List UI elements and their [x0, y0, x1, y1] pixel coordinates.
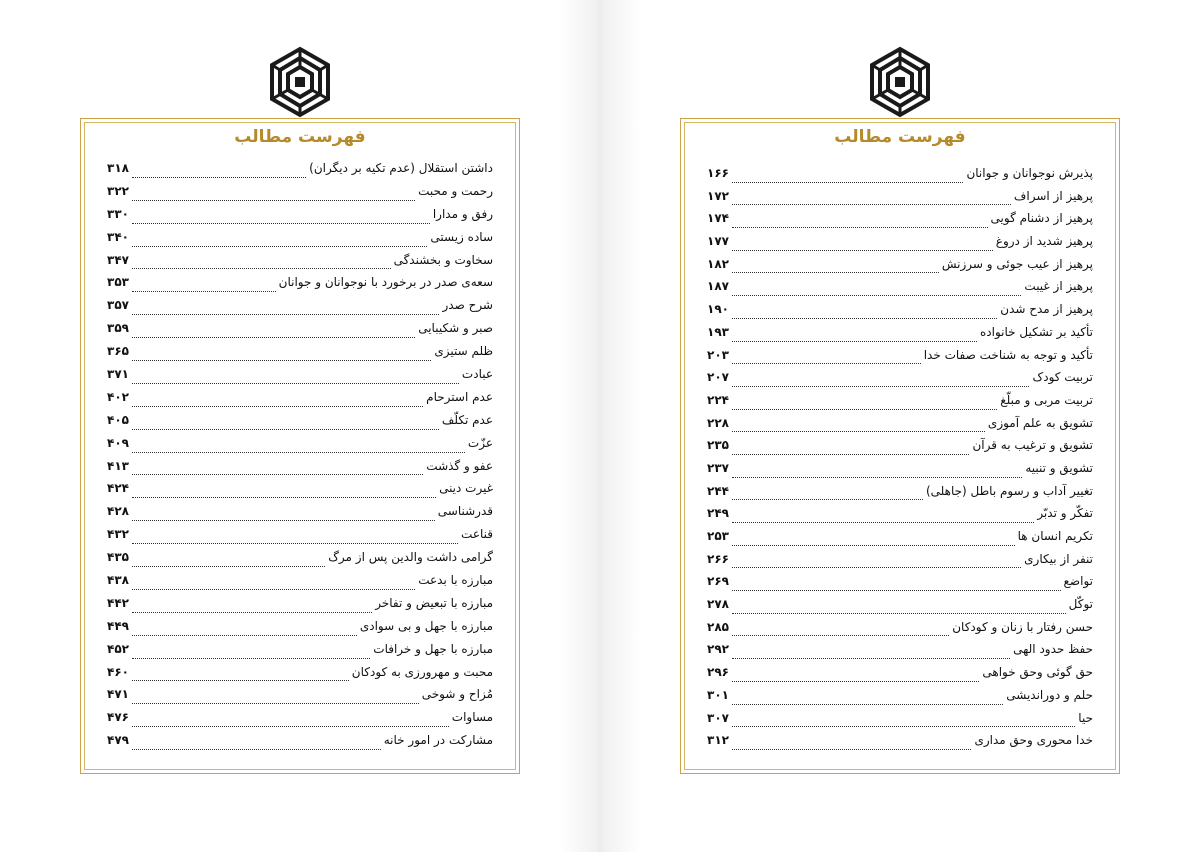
toc-leader-dots: [132, 291, 276, 292]
toc-entry[interactable]: [707, 665, 1093, 688]
toc-entry-page-number: ۱۸۷: [707, 279, 729, 294]
toc-entry[interactable]: [107, 161, 493, 184]
toc-entry-title: تفکّر و تدبّر: [1037, 506, 1093, 521]
toc-entry[interactable]: [107, 230, 493, 253]
toc-entry[interactable]: [707, 279, 1093, 302]
toc-leader-dots: [132, 635, 357, 636]
toc-leader-dots: [132, 223, 430, 224]
toc-entry-title: پذیرش نوجوانان و جوانان: [966, 166, 1093, 180]
toc-leader-dots: [732, 590, 1061, 591]
toc-entry-page-number: ۲۲۸: [707, 415, 729, 430]
toc-entry-page-number: ۴۵۲: [107, 641, 129, 656]
toc-entry-page-number: ۳۵۷: [107, 298, 129, 313]
toc-entry[interactable]: [707, 393, 1093, 416]
toc-entry-page-number: ۳۲۲: [107, 183, 129, 198]
toc-leader-dots: [132, 452, 465, 453]
toc-entry-title: تشویق و تنبیه: [1025, 460, 1093, 475]
toc-leader-dots: [132, 497, 436, 498]
toc-entry-page-number: ۲۰۳: [707, 347, 729, 362]
toc-entry-title: پرهیز از مدح شدن: [1000, 302, 1093, 317]
toc-leader-dots: [132, 520, 435, 521]
toc-entry[interactable]: [107, 504, 493, 527]
toc-leader-dots: [732, 681, 979, 682]
toc-leader-dots: [732, 295, 1021, 296]
toc-entry-page-number: ۳۵۳: [107, 275, 129, 290]
toc-entry-title: پرهیز از دشنام گویی: [990, 211, 1093, 226]
toc-entry-page-number: ۲۳۵: [707, 438, 729, 453]
toc-entry[interactable]: [707, 302, 1093, 325]
toc-entry-page-number: ۲۵۳: [707, 529, 729, 543]
toc-entry-page-number: ۲۹۲: [707, 642, 729, 657]
toc-entry[interactable]: [707, 688, 1093, 711]
toc-entry[interactable]: [107, 619, 493, 642]
toc-entry-page-number: ۴۷۱: [107, 687, 129, 702]
toc-entry-title: پرهیز از غیبت: [1024, 279, 1093, 294]
toc-entry-page-number: ۴۶۰: [107, 664, 129, 679]
toc-entry[interactable]: [107, 665, 493, 688]
toc-list: [107, 161, 493, 756]
toc-heading: فهرست مطالب: [234, 127, 366, 147]
toc-entry-title: مبارزه با بدعت: [418, 573, 493, 588]
toc-leader-dots: [732, 477, 1022, 478]
toc-leader-dots: [132, 703, 419, 704]
toc-entry-page-number: ۲۳۷: [707, 460, 729, 475]
toc-entry-page-number: ۲۷۸: [707, 597, 729, 612]
toc-leader-dots: [132, 612, 372, 613]
toc-leader-dots: [732, 658, 1010, 659]
toc-entry-page-number: ۲۹۶: [707, 665, 729, 680]
toc-entry-title: مبارزه با جهل و خرافات: [373, 641, 493, 656]
toc-entry-page-number: ۴۳۸: [107, 573, 129, 588]
toc-leader-dots: [132, 246, 427, 247]
toc-entry-page-number: ۱۹۳: [707, 324, 729, 339]
toc-entry-page-number: ۴۲۸: [107, 504, 129, 519]
toc-leader-dots: [732, 409, 997, 410]
toc-entry[interactable]: [707, 642, 1093, 665]
toc-entry-page-number: ۳۶۵: [107, 344, 129, 359]
toc-frame: [80, 118, 520, 774]
toc-entry[interactable]: [707, 325, 1093, 348]
toc-entry-title: پرهیز از اسراف: [1013, 188, 1093, 203]
toc-entry[interactable]: [707, 348, 1093, 371]
toc-leader-dots: [132, 658, 370, 659]
toc-entry-title: پرهیز شدید از دروغ: [995, 234, 1093, 249]
toc-entry-title: مشارکت در امور خانه: [383, 733, 493, 748]
toc-entry-page-number: ۳۱۸: [107, 161, 129, 175]
toc-leader-dots: [732, 386, 1030, 387]
toc-entry-title: مبارزه با تبعیض و تفاخر: [375, 595, 493, 610]
toc-heading: فهرست مطالب: [834, 127, 966, 147]
toc-entry-title: تکریم انسان ها: [1017, 529, 1093, 543]
toc-frame: [680, 118, 1120, 774]
toc-leader-dots: [732, 227, 988, 228]
toc-entry-title: داشتن استقلال (عدم تکیه بر دیگران): [309, 161, 493, 175]
toc-entry-page-number: ۱۷۷: [707, 234, 729, 249]
toc-entry[interactable]: [107, 642, 493, 665]
toc-entry-page-number: ۴۰۲: [107, 389, 129, 404]
toc-entry[interactable]: [107, 344, 493, 367]
toc-entry-page-number: ۴۴۲: [107, 595, 129, 610]
toc-entry[interactable]: [107, 275, 493, 298]
toc-entry-title: عبادت: [461, 367, 493, 382]
toc-entry[interactable]: [707, 166, 1093, 189]
toc-entry-page-number: ۴۷۶: [107, 710, 129, 725]
toc-leader-dots: [132, 314, 439, 315]
toc-entry-title: تنفر از بیکاری: [1024, 551, 1093, 566]
toc-entry[interactable]: [707, 416, 1093, 439]
toc-entry[interactable]: [707, 211, 1093, 234]
toc-entry[interactable]: [707, 574, 1093, 597]
toc-leader-dots: [132, 680, 349, 681]
toc-leader-dots: [732, 454, 969, 455]
toc-entry-title: پرهیز از عیب جوئی و سرزنش: [941, 256, 1093, 271]
toc-entry-page-number: ۲۲۴: [707, 392, 729, 407]
toc-entry-page-number: ۴۳۲: [107, 527, 129, 542]
toc-leader-dots: [132, 589, 415, 590]
toc-entry[interactable]: [707, 234, 1093, 257]
toc-entry-page-number: ۱۹۰: [707, 302, 729, 317]
toc-entry-title: رحمت و محبت: [418, 183, 493, 198]
toc-entry-title: عدم تکلّف: [441, 412, 493, 427]
toc-entry-title: گرامی داشت والدین پس از مرگ: [328, 550, 493, 565]
toc-entry[interactable]: [107, 573, 493, 596]
toc-entry-title: تشویق و ترغیب به قرآن: [972, 438, 1093, 453]
toc-leader-dots: [732, 204, 1011, 205]
toc-entry-title: تربیت کودک: [1032, 370, 1093, 385]
toc-entry-title: سخاوت و بخشندگی: [393, 252, 493, 267]
toc-entry[interactable]: [707, 438, 1093, 461]
toc-entry[interactable]: [107, 596, 493, 619]
toc-entry[interactable]: [707, 257, 1093, 280]
toc-entry-title: سعه‌ی صدر در برخورد با نوجوانان و جوانان: [278, 275, 493, 290]
toc-entry-page-number: ۴۴۹: [107, 618, 129, 633]
toc-entry-title: مبارزه با جهل و بی سوادی: [359, 618, 493, 633]
toc-entry[interactable]: [107, 207, 493, 230]
toc-entry-page-number: ۴۷۹: [107, 733, 129, 748]
toc-entry-title: عدم استرحام: [426, 389, 493, 404]
toc-entry[interactable]: [707, 529, 1093, 552]
toc-leader-dots: [132, 543, 458, 544]
toc-entry-page-number: ۳۱۲: [707, 733, 729, 748]
toc-entry[interactable]: [707, 711, 1093, 734]
calligraphy-emblem-icon: [864, 46, 936, 118]
toc-entry-title: قدرشناسی: [437, 504, 493, 519]
toc-entry-page-number: ۱۷۴: [707, 211, 729, 226]
toc-leader-dots: [132, 566, 325, 567]
toc-leader-dots: [732, 431, 985, 432]
toc-entry-title: تأکید و توجه به شناخت صفات خدا: [923, 347, 1093, 362]
toc-entry-page-number: ۱۶۶: [707, 166, 729, 180]
toc-leader-dots: [732, 341, 977, 342]
toc-leader-dots: [732, 272, 939, 273]
toc-entry-title: تغییر آداب و رسوم باطل (جاهلی): [925, 483, 1093, 498]
toc-leader-dots: [132, 429, 439, 430]
toc-leader-dots: [732, 749, 971, 750]
toc-entry-title: غیرت دینی: [439, 481, 493, 496]
toc-entry[interactable]: [107, 253, 493, 276]
toc-leader-dots: [132, 383, 459, 384]
toc-entry[interactable]: [107, 733, 493, 756]
toc-entry-page-number: ۳۰۱: [707, 687, 729, 702]
toc-entry-page-number: ۴۰۹: [107, 435, 129, 450]
toc-entry[interactable]: [707, 189, 1093, 212]
toc-entry[interactable]: [707, 552, 1093, 575]
toc-entry-title: حیا: [1078, 710, 1093, 725]
toc-entry-page-number: ۲۴۴: [707, 483, 729, 498]
toc-entry[interactable]: [107, 321, 493, 344]
toc-leader-dots: [732, 545, 1015, 546]
toc-entry-page-number: ۴۱۳: [107, 458, 129, 473]
toc-leader-dots: [732, 635, 949, 636]
toc-entry-page-number: ۴۲۴: [107, 481, 129, 496]
toc-leader-dots: [132, 200, 415, 201]
toc-entry-title: شرح صدر: [442, 298, 493, 313]
toc-entry[interactable]: [707, 620, 1093, 643]
toc-leader-dots: [132, 749, 381, 750]
toc-entry-page-number: ۴۰۵: [107, 412, 129, 427]
toc-entry-page-number: ۲۰۷: [707, 370, 729, 385]
toc-entry[interactable]: [107, 459, 493, 482]
toc-entry-title: حفظ حدود الهی: [1013, 642, 1093, 657]
toc-leader-dots: [732, 704, 1003, 705]
toc-entry[interactable]: [107, 481, 493, 504]
toc-entry-title: صبر و شکیبایی: [418, 321, 493, 336]
toc-leader-dots: [732, 613, 1066, 614]
toc-leader-dots: [132, 474, 423, 475]
toc-entry-title: حق گوئی وحق خواهی: [982, 665, 1093, 680]
toc-entry-title: عفو و گذشت: [426, 458, 493, 473]
toc-leader-dots: [732, 250, 993, 251]
toc-entry[interactable]: [107, 184, 493, 207]
toc-entry-title: مساوات: [451, 710, 493, 725]
toc-entry-page-number: ۴۳۵: [107, 550, 129, 565]
toc-entry-page-number: ۳۷۱: [107, 367, 129, 382]
toc-leader-dots: [732, 182, 963, 183]
toc-entry[interactable]: [707, 370, 1093, 393]
toc-entry-title: تربیت مربی و مبلّغ: [1000, 392, 1093, 407]
toc-entry[interactable]: [107, 298, 493, 321]
toc-leader-dots: [132, 406, 423, 407]
toc-entry-title: محبت و مهرورزی به کودکان: [351, 664, 493, 679]
toc-entry-page-number: ۱۸۲: [707, 256, 729, 271]
toc-leader-dots: [132, 726, 449, 727]
toc-entry-title: خدا محوری وحق مداری: [974, 733, 1093, 748]
toc-entry-page-number: ۲۶۹: [707, 574, 729, 589]
toc-entry[interactable]: [107, 390, 493, 413]
toc-entry[interactable]: [107, 367, 493, 390]
toc-entry-page-number: ۲۶۶: [707, 551, 729, 566]
toc-leader-dots: [732, 567, 1021, 568]
toc-entry[interactable]: [707, 484, 1093, 507]
calligraphy-emblem-icon: [264, 46, 336, 118]
toc-entry-title: حلم و دوراندیشی: [1006, 687, 1093, 702]
toc-entry-page-number: ۱۷۲: [707, 188, 729, 203]
toc-entry-title: توکّل: [1068, 597, 1093, 612]
toc-entry[interactable]: [107, 413, 493, 436]
toc-list: [707, 166, 1093, 756]
toc-entry[interactable]: [707, 733, 1093, 756]
toc-entry[interactable]: [707, 506, 1093, 529]
toc-entry-title: تشویق به علم آموزی: [987, 415, 1093, 430]
toc-entry-page-number: ۲۴۹: [707, 506, 729, 521]
toc-entry-page-number: ۳۳۰: [107, 206, 129, 221]
toc-entry-title: رفق و مدارا: [432, 206, 493, 221]
toc-leader-dots: [732, 318, 997, 319]
toc-leader-dots: [732, 363, 921, 364]
toc-entry[interactable]: [107, 436, 493, 459]
toc-entry[interactable]: [107, 687, 493, 710]
toc-leader-dots: [732, 499, 923, 500]
toc-entry[interactable]: [107, 710, 493, 733]
toc-entry-page-number: ۳۴۷: [107, 252, 129, 267]
toc-entry[interactable]: [107, 527, 493, 550]
toc-entry[interactable]: [707, 597, 1093, 620]
toc-entry-title: قناعت: [461, 527, 493, 542]
toc-entry-page-number: ۳۰۷: [707, 710, 729, 725]
toc-leader-dots: [132, 360, 431, 361]
toc-entry-page-number: ۳۵۹: [107, 321, 129, 336]
toc-entry-title: حسن رفتار با زنان و کودکان: [952, 619, 1093, 634]
toc-entry[interactable]: [107, 550, 493, 573]
toc-entry-page-number: ۲۸۵: [707, 619, 729, 634]
toc-entry-title: تواضع: [1063, 574, 1093, 589]
toc-leader-dots: [132, 268, 391, 269]
toc-entry-title: عزّت: [467, 435, 493, 450]
toc-entry[interactable]: [707, 461, 1093, 484]
toc-leader-dots: [132, 337, 415, 338]
toc-entry-page-number: ۳۴۰: [107, 229, 129, 244]
toc-leader-dots: [732, 522, 1034, 523]
toc-entry-title: ساده زیستی: [430, 229, 493, 244]
toc-leader-dots: [732, 726, 1075, 727]
toc-entry-title: ظلم ستیزی: [434, 344, 493, 359]
toc-entry-title: مُزاح و شوخی: [421, 687, 493, 702]
right-page: [600, 0, 1200, 852]
toc-entry-title: تأکید بر تشکیل خانواده: [980, 324, 1093, 339]
toc-leader-dots: [132, 177, 306, 178]
